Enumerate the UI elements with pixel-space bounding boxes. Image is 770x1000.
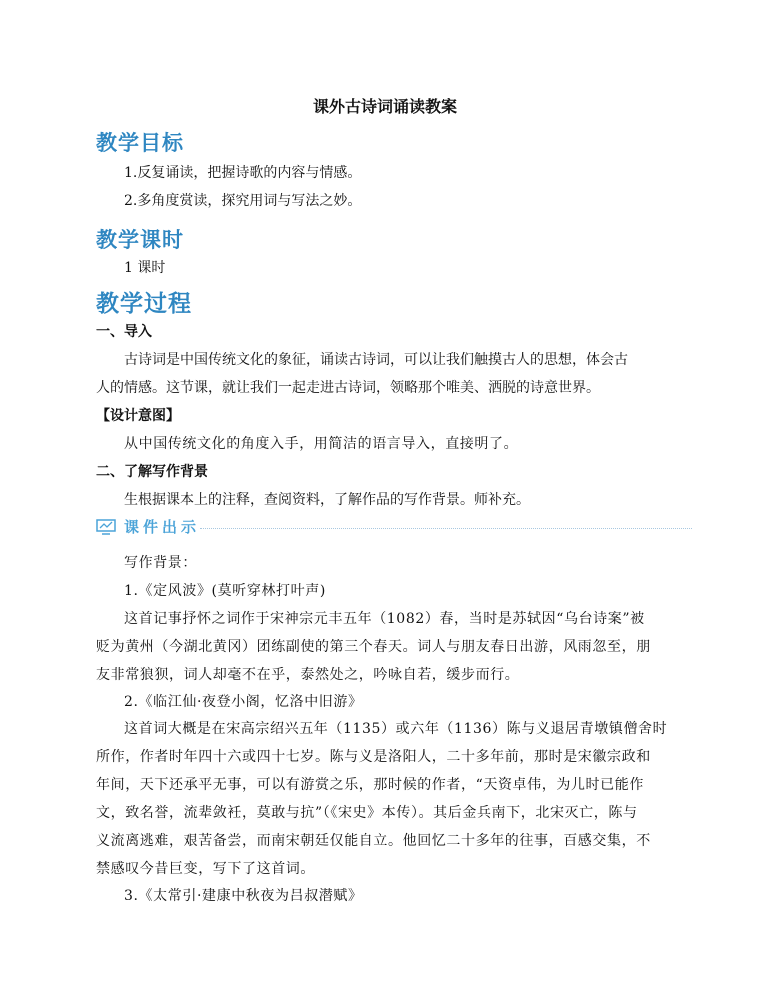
background-intro: 写作背景： xyxy=(124,555,197,571)
courseware-display-header xyxy=(96,516,692,540)
goal-item-2: 2.多角度赏读，探究用词与写法之妙。 xyxy=(124,193,362,209)
step2-title: 二、了解写作背景 xyxy=(96,464,208,480)
poem-2-title: 2.《临江仙·夜登小阁，忆洛中旧游》 xyxy=(124,694,363,710)
design-intent-text: 从中国传统文化的角度入手，用简洁的语言导入，直接明了。 xyxy=(124,436,519,452)
poem-1-line-3: 友非常狼狈，词人却毫不在乎，泰然处之，吟咏自若，缓步而行。 xyxy=(96,667,520,683)
poem-2-line-6: 禁感叹今昔巨变，写下了这首词。 xyxy=(96,861,315,877)
step2-text: 生根据课本上的注释，查阅资料，了解作品的写作背景。师补充。 xyxy=(124,492,530,508)
poem-1-line-2: 贬为黄州（今湖北黄冈）团练副使的第三个春天。词人与朋友春日出游，风雨忽至，朋 xyxy=(96,639,651,655)
design-intent-label: 【设计意图】 xyxy=(96,408,180,424)
poem-1-line-1: 这首记事抒怀之词作于宋神宗元丰五年（1082）春，当时是苏轼因“乌台诗案”被 xyxy=(124,611,645,627)
heading-teaching-goals: 教学目标 xyxy=(96,131,184,155)
poem-2-line-1: 这首词大概是在宋高宗绍兴五年（1135）或六年（1136）陈与义退居青墩镇僧舍时 xyxy=(124,721,668,737)
heading-teaching-process: 教学过程 xyxy=(96,291,192,317)
heading-teaching-hours: 教学课时 xyxy=(96,228,184,252)
presentation-icon xyxy=(96,519,116,535)
step1-paragraph-line1: 古诗词是中国传统文化的象征，诵读古诗词，可以让我们触摸古人的思想，体会古 xyxy=(124,352,628,368)
step1-paragraph-line2: 人的情感。这节课，就让我们一起走进古诗词，领略那个唯美、洒脱的诗意世界。 xyxy=(96,380,600,396)
poem-2-line-3: 年间，天下还承平无事，可以有游赏之乐，那时候的作者，“天资卓伟，为儿时已能作 xyxy=(96,777,644,793)
courseware-display-label: 课件出示 xyxy=(124,518,201,536)
goal-item-1: 1.反复诵读，把握诗歌的内容与情感。 xyxy=(124,165,362,181)
document-title: 课外古诗词诵读教案 xyxy=(312,97,457,116)
poem-1-title: 1.《定风波》(莫听穿林打叶声) xyxy=(124,583,326,599)
poem-2-line-4: 文，致名誉，流辈敛衽，莫敢与抗”（《宋史》本传）。其后金兵南下，北宋灭亡，陈与 xyxy=(96,805,638,821)
step1-title: 一、导入 xyxy=(96,324,152,340)
dotted-divider xyxy=(200,528,692,529)
poem-3-title: 3.《太常引·建康中秋夜为吕叔潜赋》 xyxy=(124,888,363,904)
teaching-hours-value: 1 课时 xyxy=(124,260,166,276)
poem-2-line-5: 义流离逃难，艰苦备尝，而南宋朝廷仅能自立。他回忆二十多年的往事，百感交集，不 xyxy=(96,833,651,849)
poem-2-line-2: 所作，作者时年四十六或四十七岁。陈与义是洛阳人，二十多年前，那时是宋徽宗政和 xyxy=(96,749,651,765)
